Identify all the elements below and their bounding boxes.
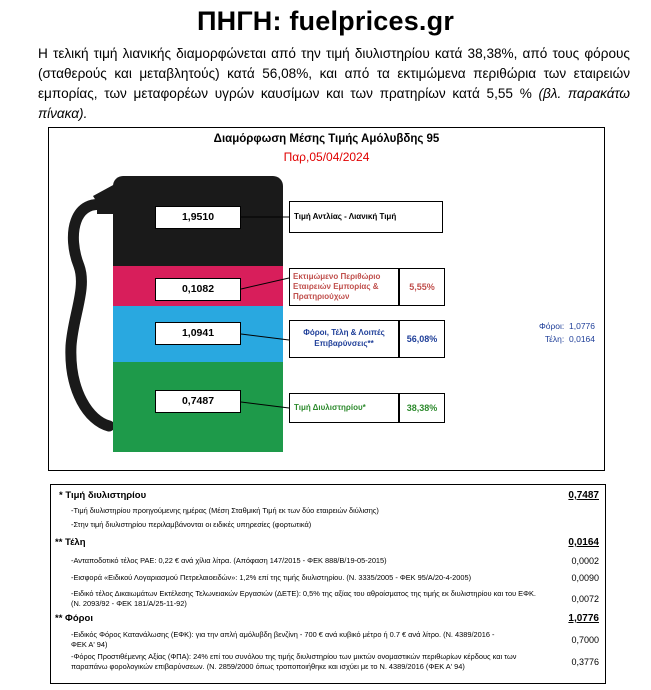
refinery-line: -Στην τιμή διυλιστηρίου περιλαμβάνονται οι ειδικές υπηρεσίες (φορτωτικά) <box>71 520 312 529</box>
refinery-header: * Τιμή διυλιστηρίου <box>59 490 147 501</box>
margins-label: Εκτιμώμενο Περιθώριο Εταιρειών Εμπορίας & Πρατηριούχων <box>289 268 399 306</box>
fee-value: 0,0072 <box>571 594 599 604</box>
fees-total: 0,0164 <box>568 537 599 548</box>
taxes-percent: 56,08% <box>399 320 445 358</box>
figure-date: Παρ,05/04/2024 <box>283 150 370 164</box>
side-note-fees: Τέλη: 0,0164 <box>544 334 595 344</box>
taxes-value: 1,0941 <box>155 322 241 345</box>
fee-item: -Εισφορά «Ειδικού Λογαριασμού Πετρελαιοειδών»: 1,2% επί της τιμής διυλιστηρίου. (Ν. 3335/2005 - ΦΕΚ 95/Α/20-4-2005) <box>71 573 472 582</box>
refinery-label: Τιμή Διυλιστηρίου* <box>289 393 399 423</box>
tax-value: 0,3776 <box>571 657 599 667</box>
tax-value: 0,7000 <box>571 635 599 645</box>
refinery-line: -Τιμή διυλιστηρίου προηγούμενης ημέρας (Μέση Σταθμική Τιμή εκ των δύο εταιρειών διύλισης) <box>71 506 379 515</box>
source-title: ΠΗΓΗ: fuelprices.gr <box>196 6 455 36</box>
breakdown-table <box>50 484 606 684</box>
fee-value: 0,0002 <box>571 556 599 566</box>
taxes-label: Φόροι, Τέλη & Λοιπές Επιβαρύνσεις** <box>289 320 399 358</box>
fee-value: 0,0090 <box>571 573 599 583</box>
margins-percent: 5,55% <box>399 268 445 306</box>
margins-value: 0,1082 <box>155 278 241 301</box>
pump-price-label: Τιμή Αντλίας - Λιανική Τιμή <box>289 201 443 233</box>
intro-text: Η τελική τιμή λιανικής διαμορφώνεται από την τιμή διυλιστηρίου κατά 38,38%, από τους φόρους (σταθερούς και μεταβλητούς) κατά 56,08%, και από τα εκτιμώμενα περιθώρια των εταιρειών εμπορίας, των μεταφορέων υγρών καυσίμων και των πρατηρίων κατά 5,55 % <box>38 46 630 101</box>
side-notes <box>519 320 595 346</box>
tax-item: -Ειδικός Φόρος Κατανάλωσης (ΕΦΚ): για την απλή αμόλυβδη βενζίνη - 700 € ανά κυβικό μέτρο ή 0.7 € ανά λίτρο. (Ν. 4389/2016 - ΦΕΚ Α' 94) <box>71 630 495 649</box>
taxes-header: ** Φόροι <box>55 613 93 624</box>
fees-header: ** Τέλη <box>55 537 86 548</box>
price-composition-figure <box>48 127 605 471</box>
pump-price-value: 1,9510 <box>155 206 241 229</box>
side-note-taxes: Φόροι: 1,0776 <box>538 321 595 331</box>
refinery-percent: 38,38% <box>399 393 445 423</box>
tax-item: -Φόρος Προστιθέμενης Αξίας (ΦΠΑ): 24% επί του συνόλου της τιμής διυλιστηρίου των μικτών ονομαστικών περιθωρίων κέρδους και των παραπάνω φορολογικών επιβαρύνσεων. (Ν. 2859/2000 όπως τροποποιήθηκε και ισχύει με το Ν. 4389/2016 (ΦΕΚ Α' 94) <box>71 652 517 671</box>
fee-item: -Ανταποδοτικό τέλος ΡΑΕ: 0,22 € ανά χίλια λίτρα. (Απόφαση 147/2015 - ΦΕΚ 888/Β/19-05-2015) <box>71 556 387 565</box>
intro-note: (βλ. παρακάτω πίνακα). <box>38 86 630 121</box>
taxes-total: 1,0776 <box>568 613 599 624</box>
figure-title: Διαμόρφωση Μέσης Τιμής Αμόλυβδης 95 <box>213 133 440 145</box>
refinery-total: 0,7487 <box>568 490 599 501</box>
intro-paragraph <box>38 44 630 124</box>
fee-item: -Ειδικό τέλος Δικαιωμάτων Εκτέλεσης Τελωνειακών Εργασιών (ΔΕΤΕ): 0,5% της αξίας του αθροίσματος της τιμής εκ διυλιστηρίου και του ΕΦΚ. (Ν. 2093/92 - ΦΕΚ 181/Α/25-11-92) <box>71 589 536 608</box>
refinery-value: 0,7487 <box>155 390 241 413</box>
